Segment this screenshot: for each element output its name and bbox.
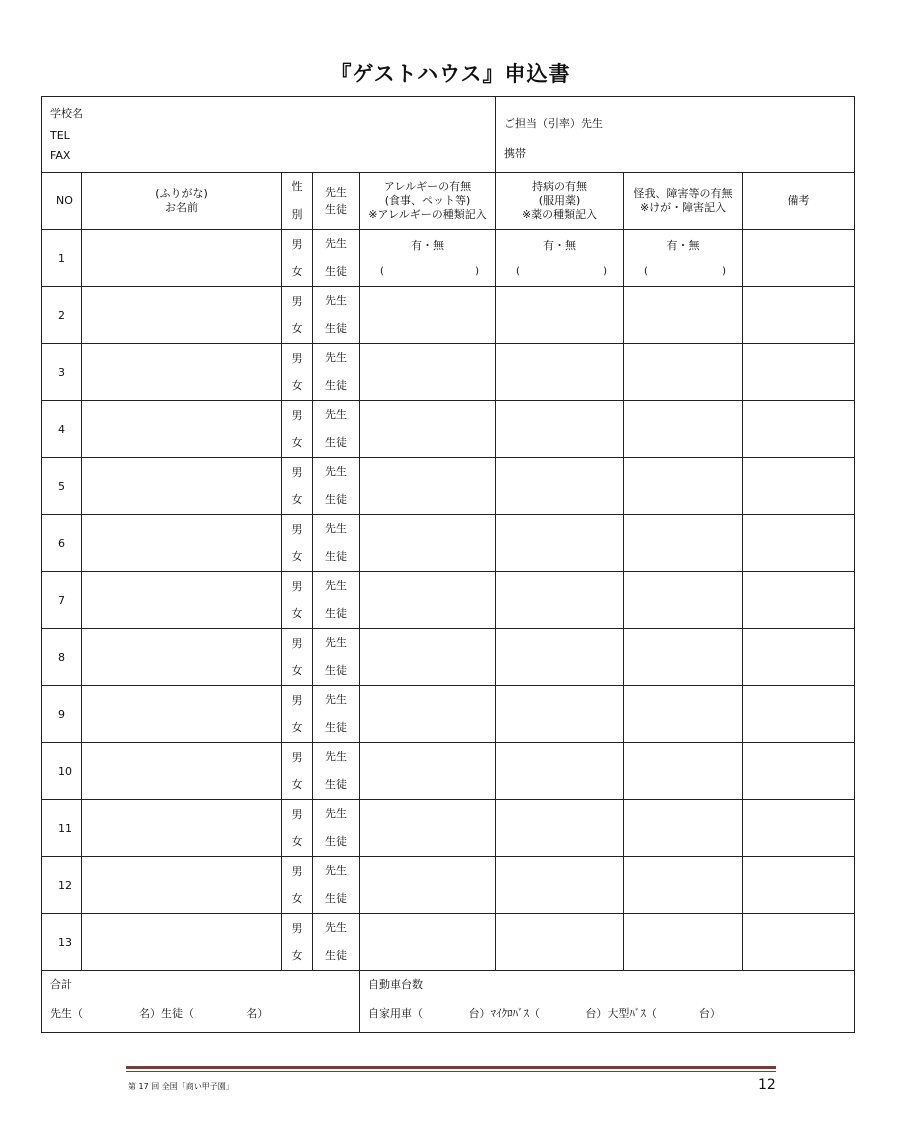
paren-open: ( [516, 266, 520, 277]
female-option[interactable]: 女 [291, 379, 303, 392]
row-number: 12 [42, 857, 82, 914]
remarks-cell[interactable] [743, 629, 855, 686]
paren-close: ) [603, 266, 608, 277]
allergy-cell[interactable] [360, 572, 496, 629]
row-number: 11 [42, 800, 82, 857]
row-number: 13 [42, 914, 82, 971]
role-cell[interactable] [313, 686, 360, 743]
row-number: 7 [42, 572, 82, 629]
illness-cell[interactable] [496, 344, 624, 401]
allergy-cell[interactable] [360, 914, 496, 971]
col-allergy-line3: ※アレルギーの種類記入 [368, 208, 487, 221]
remarks-cell[interactable] [743, 686, 855, 743]
table-row [42, 458, 855, 515]
name-cell[interactable] [82, 287, 282, 344]
paren-close: ) [475, 266, 480, 277]
teacher-option[interactable]: 先生 [325, 237, 347, 250]
teacher-option[interactable]: 先生 [325, 465, 347, 478]
name-cell[interactable] [82, 458, 282, 515]
sex-cell[interactable] [282, 572, 313, 629]
illness-cell[interactable] [496, 458, 624, 515]
teacher-option[interactable]: 先生 [325, 579, 347, 592]
allergy-cell[interactable] [360, 629, 496, 686]
row-number: 3 [42, 344, 82, 401]
teacher-label: ご担当（引率）先生 [504, 117, 604, 130]
allergy-cell[interactable] [360, 686, 496, 743]
name-cell[interactable] [82, 515, 282, 572]
total-line: 先生（ 名）生徒（ 名） [50, 1007, 269, 1020]
total-field[interactable] [42, 971, 360, 1033]
yes-no-option[interactable]: 有・無 [666, 239, 700, 252]
allergy-cell[interactable] [360, 401, 496, 458]
sex-cell[interactable] [282, 857, 313, 914]
injury-cell[interactable] [624, 287, 743, 344]
illness-cell[interactable] [496, 287, 624, 344]
table-row [42, 686, 855, 743]
teacher-option[interactable]: 先生 [325, 750, 347, 763]
teacher-option[interactable]: 先生 [325, 921, 347, 934]
illness-cell[interactable] [496, 743, 624, 800]
role-cell[interactable] [313, 629, 360, 686]
remarks-cell[interactable] [743, 344, 855, 401]
illness-cell[interactable] [496, 914, 624, 971]
footer-event-name: 第 17 回 全国「商い甲子園」 [128, 1082, 234, 1091]
table-row [42, 344, 855, 401]
col-injury [624, 173, 743, 230]
allergy-cell[interactable] [360, 230, 496, 287]
illness-cell[interactable] [496, 686, 624, 743]
role-cell[interactable] [313, 515, 360, 572]
illness-cell[interactable] [496, 572, 624, 629]
role-cell[interactable] [313, 287, 360, 344]
cars-field[interactable] [360, 971, 855, 1033]
male-option[interactable]: 男 [291, 694, 303, 707]
allergy-cell[interactable] [360, 515, 496, 572]
allergy-cell[interactable] [360, 800, 496, 857]
col-illness-line1: 持病の有無 [532, 180, 588, 193]
col-no: NO [42, 173, 82, 230]
injury-cell[interactable] [624, 515, 743, 572]
col-sex-line1: 性 [291, 180, 303, 193]
female-option[interactable]: 女 [291, 265, 303, 278]
female-option[interactable]: 女 [291, 949, 303, 962]
illness-cell[interactable] [496, 515, 624, 572]
table-row [42, 287, 855, 344]
student-option[interactable]: 生徒 [325, 436, 347, 449]
teacher-option[interactable]: 先生 [325, 294, 347, 307]
teacher-option[interactable]: 先生 [325, 693, 347, 706]
female-option[interactable]: 女 [291, 493, 303, 506]
yes-no-option[interactable]: 有・無 [543, 239, 577, 252]
teacher-option[interactable]: 先生 [325, 864, 347, 877]
sex-cell[interactable] [282, 629, 313, 686]
male-option[interactable]: 男 [291, 409, 303, 422]
role-cell[interactable] [313, 230, 360, 287]
illness-cell[interactable] [496, 800, 624, 857]
injury-cell[interactable] [624, 686, 743, 743]
role-cell[interactable] [313, 914, 360, 971]
remarks-cell[interactable] [743, 572, 855, 629]
female-option[interactable]: 女 [291, 607, 303, 620]
col-allergy-line2: (食事、ペット等) [384, 194, 471, 207]
injury-cell[interactable] [624, 629, 743, 686]
remarks-cell[interactable] [743, 230, 855, 287]
illness-cell[interactable] [496, 401, 624, 458]
student-option[interactable]: 生徒 [325, 550, 347, 563]
role-cell[interactable] [313, 344, 360, 401]
injury-cell[interactable] [624, 344, 743, 401]
allergy-cell[interactable] [360, 287, 496, 344]
sex-cell[interactable] [282, 287, 313, 344]
mobile-label: 携帯 [504, 147, 527, 160]
page-number: 12 [758, 1077, 776, 1093]
injury-cell[interactable] [624, 458, 743, 515]
sex-cell[interactable] [282, 401, 313, 458]
remarks-cell[interactable] [743, 401, 855, 458]
role-cell[interactable] [313, 857, 360, 914]
name-cell[interactable] [82, 401, 282, 458]
female-option[interactable]: 女 [291, 664, 303, 677]
remarks-cell[interactable] [743, 515, 855, 572]
teacher-option[interactable]: 先生 [325, 522, 347, 535]
role-cell[interactable] [313, 458, 360, 515]
female-option[interactable]: 女 [291, 778, 303, 791]
male-option[interactable]: 男 [291, 865, 303, 878]
col-sex-line2: 別 [291, 208, 303, 221]
table-row [42, 914, 855, 971]
injury-cell[interactable] [624, 857, 743, 914]
male-option[interactable]: 男 [291, 466, 303, 479]
name-cell[interactable] [82, 686, 282, 743]
row-number: 10 [42, 743, 82, 800]
injury-cell[interactable] [624, 230, 743, 287]
detail-parens [624, 260, 742, 284]
remarks-cell[interactable] [743, 458, 855, 515]
paren-open: ( [380, 266, 384, 277]
role-cell[interactable] [313, 572, 360, 629]
student-option[interactable]: 生徒 [325, 379, 347, 392]
name-cell[interactable] [82, 629, 282, 686]
male-option[interactable]: 男 [291, 580, 303, 593]
teacher-option[interactable]: 先生 [325, 408, 347, 421]
remarks-cell[interactable] [743, 857, 855, 914]
col-role-line1: 先生 [325, 186, 347, 199]
row-number: 9 [42, 686, 82, 743]
paren-open: ( [644, 266, 648, 277]
row-number: 8 [42, 629, 82, 686]
male-option[interactable]: 男 [291, 808, 303, 821]
col-remarks: 備考 [743, 173, 855, 230]
name-cell[interactable] [82, 344, 282, 401]
table-row [42, 572, 855, 629]
student-option[interactable]: 生徒 [325, 721, 347, 734]
detail-parens [496, 260, 623, 284]
female-option[interactable]: 女 [291, 436, 303, 449]
allergy-cell[interactable] [360, 458, 496, 515]
male-option[interactable]: 男 [291, 637, 303, 650]
name-cell[interactable] [82, 857, 282, 914]
teacher-option[interactable]: 先生 [325, 807, 347, 820]
student-option[interactable]: 生徒 [325, 322, 347, 335]
col-allergy-line1: アレルギーの有無 [383, 180, 472, 193]
tel-label: TEL [50, 129, 70, 142]
injury-cell[interactable] [624, 572, 743, 629]
row-number: 6 [42, 515, 82, 572]
injury-cell[interactable] [624, 743, 743, 800]
table-row [42, 401, 855, 458]
male-option[interactable]: 男 [291, 295, 303, 308]
name-cell[interactable] [82, 914, 282, 971]
male-option[interactable]: 男 [291, 922, 303, 935]
name-cell[interactable] [82, 230, 282, 287]
cars-line: 自家用車（ 台）ﾏｲｸﾛﾊﾞｽ（ 台）大型ﾊﾞｽ（ 台） [368, 1007, 721, 1020]
male-option[interactable]: 男 [291, 238, 303, 251]
footer-rule [126, 1066, 776, 1069]
female-option[interactable]: 女 [291, 892, 303, 905]
col-injury-line1: 怪我、障害等の有無 [633, 187, 733, 200]
table-row [42, 230, 855, 287]
col-sex [282, 173, 313, 230]
footer-rule-thin [126, 1071, 776, 1072]
col-name-furigana: (ふりがな) [155, 187, 208, 200]
sex-cell[interactable] [282, 686, 313, 743]
col-illness [496, 173, 624, 230]
female-option[interactable]: 女 [291, 322, 303, 335]
name-cell[interactable] [82, 572, 282, 629]
name-cell[interactable] [82, 800, 282, 857]
injury-cell[interactable] [624, 914, 743, 971]
table-row [42, 629, 855, 686]
row-number: 1 [42, 230, 82, 287]
student-option[interactable]: 生徒 [325, 778, 347, 791]
table-row [42, 515, 855, 572]
student-option[interactable]: 生徒 [325, 664, 347, 677]
role-cell[interactable] [313, 800, 360, 857]
injury-cell[interactable] [624, 800, 743, 857]
remarks-cell[interactable] [743, 800, 855, 857]
column-header-row [42, 173, 855, 230]
student-option[interactable]: 生徒 [325, 949, 347, 962]
allergy-cell[interactable] [360, 743, 496, 800]
student-option[interactable]: 生徒 [325, 493, 347, 506]
allergy-cell[interactable] [360, 344, 496, 401]
teacher-info-field[interactable] [496, 97, 855, 173]
sex-cell[interactable] [282, 344, 313, 401]
sex-cell[interactable] [282, 515, 313, 572]
allergy-cell[interactable] [360, 857, 496, 914]
sex-cell[interactable] [282, 230, 313, 287]
role-cell[interactable] [313, 401, 360, 458]
col-allergy [360, 173, 496, 230]
male-option[interactable]: 男 [291, 523, 303, 536]
col-role-line2: 生徒 [325, 203, 347, 216]
teacher-option[interactable]: 先生 [325, 636, 347, 649]
col-illness-line2: (服用薬) [538, 194, 581, 207]
sex-cell[interactable] [282, 800, 313, 857]
student-option[interactable]: 生徒 [325, 265, 347, 278]
row-number: 5 [42, 458, 82, 515]
remarks-cell[interactable] [743, 743, 855, 800]
student-option[interactable]: 生徒 [325, 607, 347, 620]
table-row [42, 800, 855, 857]
teacher-option[interactable]: 先生 [325, 351, 347, 364]
role-cell[interactable] [313, 743, 360, 800]
cars-label: 自動車台数 [368, 978, 423, 991]
school-info-field[interactable] [42, 97, 496, 173]
illness-cell[interactable] [496, 230, 624, 287]
row-number: 2 [42, 287, 82, 344]
illness-cell[interactable] [496, 857, 624, 914]
application-form [41, 96, 855, 1033]
school-name-label: 学校名 [50, 107, 83, 120]
sex-cell[interactable] [282, 743, 313, 800]
col-role [313, 173, 360, 230]
yes-no-option[interactable]: 有・無 [411, 239, 445, 252]
fax-label: FAX [50, 149, 71, 162]
page-title: 『ゲストハウス』申込書 [330, 62, 571, 86]
male-option[interactable]: 男 [291, 751, 303, 764]
detail-parens [360, 260, 495, 284]
paren-close: ) [722, 266, 727, 277]
name-cell[interactable] [82, 743, 282, 800]
injury-cell[interactable] [624, 401, 743, 458]
col-illness-line3: ※薬の種類記入 [521, 208, 598, 221]
row-number: 4 [42, 401, 82, 458]
sex-cell[interactable] [282, 458, 313, 515]
female-option[interactable]: 女 [291, 721, 303, 734]
table-row [42, 857, 855, 914]
table-row [42, 743, 855, 800]
remarks-cell[interactable] [743, 914, 855, 971]
student-option[interactable]: 生徒 [325, 892, 347, 905]
female-option[interactable]: 女 [291, 550, 303, 563]
student-option[interactable]: 生徒 [325, 835, 347, 848]
sex-cell[interactable] [282, 914, 313, 971]
illness-cell[interactable] [496, 629, 624, 686]
remarks-cell[interactable] [743, 287, 855, 344]
male-option[interactable]: 男 [291, 352, 303, 365]
total-label: 合計 [50, 978, 72, 991]
col-name [82, 173, 282, 230]
female-option[interactable]: 女 [291, 835, 303, 848]
col-name-label: お名前 [165, 201, 198, 214]
col-injury-line2: ※けが・障害記入 [639, 201, 727, 214]
